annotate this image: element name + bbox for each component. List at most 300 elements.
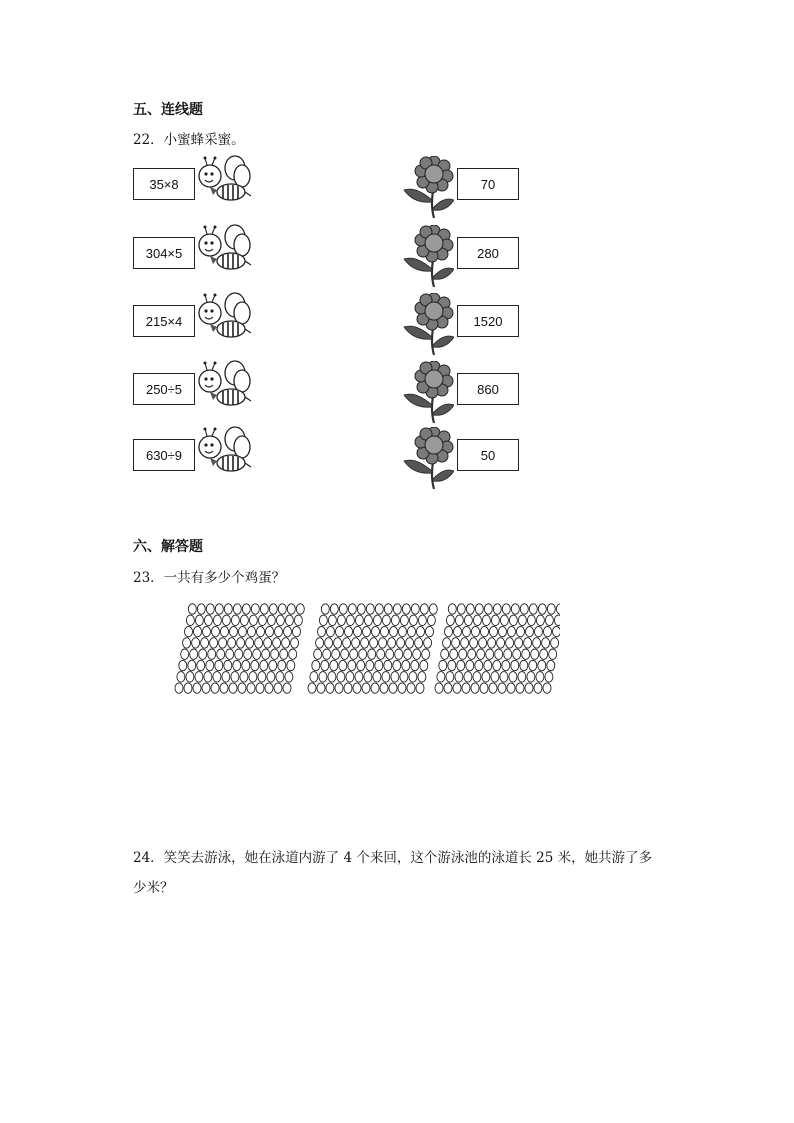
egg [507, 683, 515, 693]
egg [233, 660, 241, 670]
egg [269, 604, 277, 614]
expression-box[interactable]: 250÷5 [133, 373, 195, 405]
egg [462, 683, 470, 693]
egg [468, 649, 476, 659]
flower-icon [400, 361, 454, 425]
egg [328, 615, 336, 625]
expression-box[interactable]: 35×8 [133, 168, 195, 200]
flower-icon [400, 225, 454, 289]
egg [517, 626, 525, 636]
egg [402, 660, 410, 670]
egg [283, 683, 291, 693]
egg [531, 649, 539, 659]
egg [231, 672, 239, 682]
egg [475, 660, 483, 670]
egg [195, 672, 203, 682]
egg [177, 672, 185, 682]
egg [553, 626, 561, 636]
egg [415, 638, 423, 648]
egg [251, 660, 259, 670]
egg [355, 672, 363, 682]
egg [484, 660, 492, 670]
egg [470, 638, 478, 648]
egg [375, 604, 383, 614]
egg [247, 683, 255, 693]
egg [549, 649, 557, 659]
egg [371, 683, 379, 693]
egg [491, 672, 499, 682]
egg [411, 660, 419, 670]
egg [326, 683, 334, 693]
egg [543, 683, 551, 693]
egg [237, 638, 245, 648]
egg [240, 672, 248, 682]
egg [357, 660, 365, 670]
egg [377, 649, 385, 659]
egg [222, 672, 230, 682]
egg [508, 626, 516, 636]
egg [312, 660, 320, 670]
egg [427, 615, 435, 625]
egg [188, 660, 196, 670]
egg [480, 683, 488, 693]
egg [275, 626, 283, 636]
egg [323, 649, 331, 659]
egg [445, 626, 453, 636]
answer-box[interactable]: 70 [457, 168, 519, 200]
egg [264, 638, 272, 648]
egg [386, 649, 394, 659]
egg [345, 626, 353, 636]
egg [213, 615, 221, 625]
egg [258, 672, 266, 682]
egg [525, 683, 533, 693]
egg [511, 604, 519, 614]
egg [466, 604, 474, 614]
egg [257, 626, 265, 636]
egg [253, 649, 261, 659]
egg [473, 672, 481, 682]
egg [382, 615, 390, 625]
egg [280, 649, 288, 659]
egg [529, 660, 537, 670]
egg [193, 683, 201, 693]
egg [271, 649, 279, 659]
question-24-line2: 少米？ [133, 880, 174, 896]
egg [364, 672, 372, 682]
egg [269, 660, 277, 670]
egg [211, 683, 219, 693]
flower-icon [400, 156, 454, 220]
egg [390, 626, 398, 636]
egg [220, 683, 228, 693]
egg [330, 604, 338, 614]
egg [515, 638, 523, 648]
egg [404, 649, 412, 659]
egg [334, 638, 342, 648]
egg [475, 604, 483, 614]
egg [420, 660, 428, 670]
egg [489, 683, 497, 693]
egg [278, 604, 286, 614]
egg [230, 626, 238, 636]
flower-icon [400, 427, 454, 491]
egg [538, 604, 546, 614]
egg [426, 626, 434, 636]
egg [287, 604, 295, 614]
egg [556, 604, 560, 614]
egg [457, 604, 465, 614]
egg [314, 649, 322, 659]
egg [520, 660, 528, 670]
egg [373, 615, 381, 625]
egg [498, 683, 506, 693]
egg [518, 615, 526, 625]
egg [346, 615, 354, 625]
egg [352, 638, 360, 648]
egg [337, 615, 345, 625]
egg [325, 638, 333, 648]
egg [375, 660, 383, 670]
egg [203, 626, 211, 636]
egg [337, 672, 345, 682]
egg [181, 649, 189, 659]
egg [391, 672, 399, 682]
egg [353, 683, 361, 693]
egg [219, 638, 227, 648]
egg [321, 660, 329, 670]
egg [201, 638, 209, 648]
egg [502, 660, 510, 670]
egg [413, 649, 421, 659]
answer-box[interactable]: 860 [457, 373, 519, 405]
egg [330, 660, 338, 670]
egg [499, 626, 507, 636]
egg [522, 649, 530, 659]
egg [267, 615, 275, 625]
egg [444, 683, 452, 693]
egg [185, 626, 193, 636]
question-24-line1: 24．笑笑去游泳，她在泳道内游了 4 个来回，这个游泳池的泳道长 25 米，她共游了多 [133, 850, 653, 866]
egg [354, 626, 362, 636]
egg [448, 604, 456, 614]
expression-box[interactable]: 630÷9 [133, 439, 195, 471]
egg [221, 626, 229, 636]
egg [418, 615, 426, 625]
egg [266, 626, 274, 636]
egg [500, 672, 508, 682]
egg [249, 672, 257, 682]
egg [488, 638, 496, 648]
egg [542, 638, 550, 648]
egg [202, 683, 210, 693]
egg [382, 672, 390, 682]
egg [328, 672, 336, 682]
egg [534, 683, 542, 693]
egg [551, 638, 559, 648]
egg [533, 638, 541, 648]
egg [370, 638, 378, 648]
egg [175, 683, 183, 693]
egg [524, 638, 532, 648]
egg [308, 683, 316, 693]
egg [493, 660, 501, 670]
egg [350, 649, 358, 659]
expression-box[interactable]: 304×5 [133, 237, 195, 269]
egg [336, 626, 344, 636]
egg [319, 615, 327, 625]
egg [366, 604, 374, 614]
egg [495, 649, 503, 659]
egg [397, 638, 405, 648]
egg [239, 626, 247, 636]
egg [535, 626, 543, 636]
egg [446, 672, 454, 682]
bee-icon [195, 291, 251, 347]
egg [274, 683, 282, 693]
egg [459, 649, 467, 659]
egg [545, 615, 553, 625]
egg [422, 649, 430, 659]
egg [372, 626, 380, 636]
egg [527, 672, 535, 682]
egg [258, 615, 266, 625]
egg [190, 649, 198, 659]
egg [435, 683, 443, 693]
egg [420, 604, 428, 614]
egg [206, 660, 214, 670]
egg [381, 626, 389, 636]
expression-box[interactable]: 215×4 [133, 305, 195, 337]
egg [429, 604, 437, 614]
egg [348, 660, 356, 670]
egg [276, 672, 284, 682]
egg [341, 649, 349, 659]
egg [287, 660, 295, 670]
egg [224, 604, 232, 614]
egg [439, 660, 447, 670]
egg [215, 660, 223, 670]
egg [251, 604, 259, 614]
egg [195, 615, 203, 625]
egg [472, 626, 480, 636]
egg [339, 604, 347, 614]
egg [484, 604, 492, 614]
egg [380, 683, 388, 693]
section-five-title: 五、连线题 [133, 102, 203, 118]
egg [464, 615, 472, 625]
egg [197, 660, 205, 670]
egg [448, 660, 456, 670]
egg [188, 604, 196, 614]
egg [317, 683, 325, 693]
egg [391, 615, 399, 625]
egg [332, 649, 340, 659]
egg [285, 672, 293, 682]
egg [406, 638, 414, 648]
egg [364, 615, 372, 625]
answer-box[interactable]: 50 [457, 439, 519, 471]
egg [437, 672, 445, 682]
egg [316, 638, 324, 648]
egg [509, 615, 517, 625]
egg [284, 626, 292, 636]
egg [343, 638, 351, 648]
egg [267, 672, 275, 682]
egg [450, 649, 458, 659]
egg [526, 626, 534, 636]
bee-icon [195, 359, 251, 415]
egg [321, 604, 329, 614]
egg [335, 683, 343, 693]
egg [262, 649, 270, 659]
egg [255, 638, 263, 648]
egg [194, 626, 202, 636]
egg [244, 649, 252, 659]
egg [482, 615, 490, 625]
egg [217, 649, 225, 659]
egg [366, 660, 374, 670]
egg [455, 672, 463, 682]
egg [479, 638, 487, 648]
egg [540, 649, 548, 659]
egg [242, 660, 250, 670]
egg [291, 638, 299, 648]
egg [393, 660, 401, 670]
egg [212, 626, 220, 636]
egg [500, 615, 508, 625]
egg [199, 649, 207, 659]
egg [454, 626, 462, 636]
egg [242, 604, 250, 614]
egg [409, 672, 417, 682]
egg [248, 626, 256, 636]
egg [233, 604, 241, 614]
egg [388, 638, 396, 648]
egg [536, 615, 544, 625]
egg [513, 649, 521, 659]
egg [213, 672, 221, 682]
egg [529, 604, 537, 614]
egg [210, 638, 218, 648]
egg [240, 615, 248, 625]
egg [411, 604, 419, 614]
egg [273, 638, 281, 648]
bee-icon [195, 154, 251, 210]
egg [384, 660, 392, 670]
egg [395, 649, 403, 659]
egg [399, 626, 407, 636]
egg [276, 615, 284, 625]
egg [527, 615, 535, 625]
egg [346, 672, 354, 682]
egg [393, 604, 401, 614]
egg [197, 604, 205, 614]
bee-icon [195, 223, 251, 279]
egg-grid [165, 602, 560, 700]
egg [204, 672, 212, 682]
question-23-text: 23．一共有多少个鸡蛋？ [133, 570, 286, 586]
section-six-title: 六、解答题 [133, 539, 203, 555]
egg [260, 604, 268, 614]
egg [318, 626, 326, 636]
answer-box[interactable]: 1520 [457, 305, 519, 337]
egg [296, 604, 304, 614]
egg [249, 615, 257, 625]
egg [538, 660, 546, 670]
egg [417, 626, 425, 636]
egg [402, 604, 410, 614]
egg [186, 615, 194, 625]
egg [184, 683, 192, 693]
egg [481, 626, 489, 636]
egg [400, 615, 408, 625]
egg [183, 638, 191, 648]
egg [379, 638, 387, 648]
egg [493, 604, 501, 614]
egg [355, 615, 363, 625]
answer-box[interactable]: 280 [457, 237, 519, 269]
egg [285, 615, 293, 625]
egg [482, 672, 490, 682]
egg [545, 672, 553, 682]
egg [416, 683, 424, 693]
egg [477, 649, 485, 659]
egg [179, 660, 187, 670]
egg [260, 660, 268, 670]
egg [246, 638, 254, 648]
egg [443, 638, 451, 648]
egg [229, 683, 237, 693]
egg [215, 604, 223, 614]
egg [491, 615, 499, 625]
egg [547, 660, 555, 670]
egg [310, 672, 318, 682]
flower-icon [400, 293, 454, 357]
egg [373, 672, 381, 682]
egg [424, 638, 432, 648]
egg [544, 626, 552, 636]
egg [206, 604, 214, 614]
egg [441, 649, 449, 659]
egg [486, 649, 494, 659]
egg [363, 626, 371, 636]
egg [348, 604, 356, 614]
egg [504, 649, 512, 659]
egg [359, 649, 367, 659]
egg [293, 626, 301, 636]
egg [339, 660, 347, 670]
egg [409, 615, 417, 625]
egg [362, 683, 370, 693]
egg [408, 626, 416, 636]
egg [407, 683, 415, 693]
egg [278, 660, 286, 670]
egg [265, 683, 273, 693]
bee-icon [195, 425, 251, 481]
egg [452, 638, 460, 648]
egg [506, 638, 514, 648]
egg [502, 604, 510, 614]
egg [463, 626, 471, 636]
egg [400, 672, 408, 682]
egg [446, 615, 454, 625]
egg [226, 649, 234, 659]
egg [368, 649, 376, 659]
egg [461, 638, 469, 648]
egg [520, 604, 528, 614]
egg [186, 672, 194, 682]
